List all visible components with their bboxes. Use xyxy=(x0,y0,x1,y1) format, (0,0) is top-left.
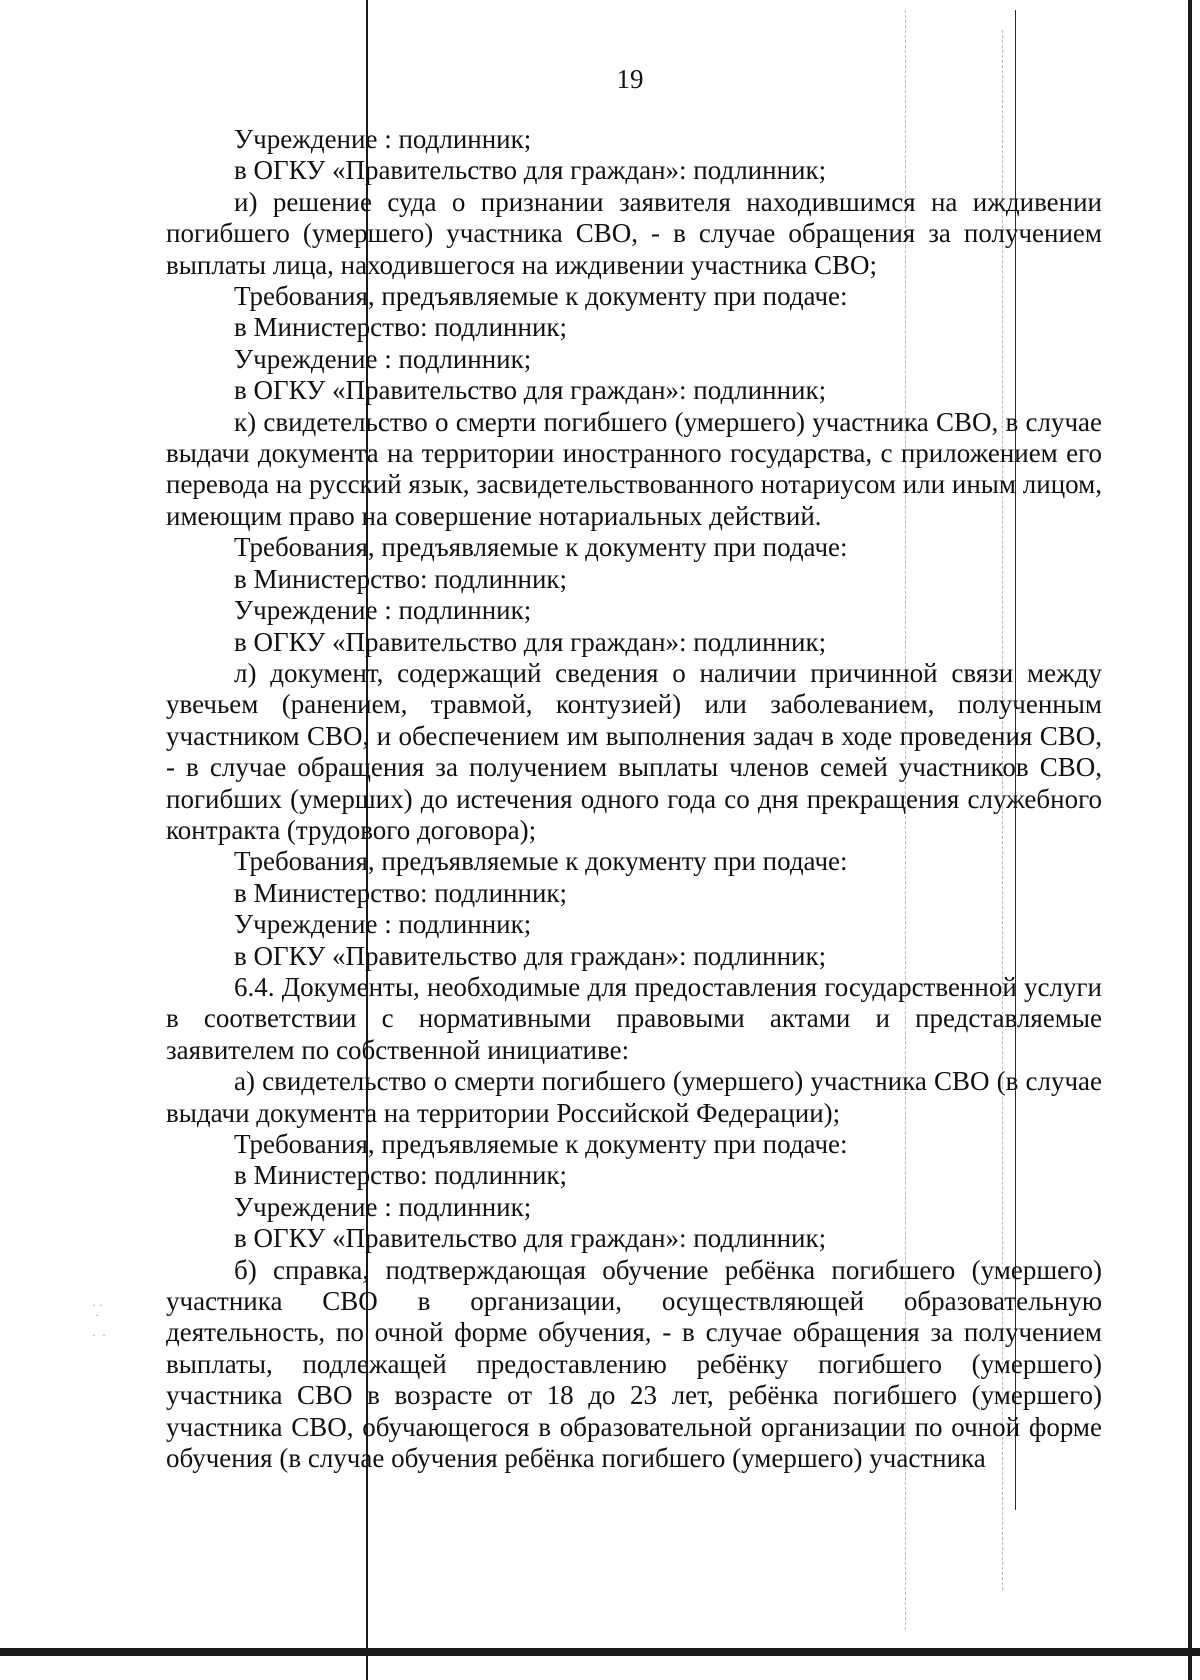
paragraph: Требования, предъявляемые к документу при подаче: xyxy=(234,281,848,312)
paragraph: Учреждение : подлинник; xyxy=(234,909,532,940)
paragraph: к) свидетельство о смерти погибшего (умершего) участника СВО, в случае выдачи документа на территории иностранного государства, с приложением его перевода на русский язык, засвидетельствованного нотариусом или иным лицом, имеющим право на совершение нотариальных действий. xyxy=(166,406,1102,531)
paragraph: Требования, предъявляемые к документу при подаче: xyxy=(234,532,848,563)
paragraph: в Министерство: подлинник; xyxy=(234,1160,568,1191)
margin-specks: · · · · · xyxy=(92,1298,106,1342)
paragraph: и) решение суда о признании заявителя находившимся на иждивении погибшего (умершего) участника СВО, - в случае обращения за получением выплаты лица, находившегося на иждивении участника СВО; xyxy=(166,186,1102,280)
scan-bottom-bar xyxy=(0,1648,1200,1656)
paragraph: Учреждение : подлинник; xyxy=(234,1191,532,1222)
paragraph: Требования, предъявляемые к документу при подаче: xyxy=(234,1129,848,1159)
document-body xyxy=(166,124,1102,1474)
paragraph: 6.4. Документы, необходимые для предоставления государственной услуги в соответствии с нормативными правовыми актами и представляемые заявителем по собственной инициативе: xyxy=(166,971,1102,1065)
paragraph: а) свидетельство о смерти погибшего (умершего) участника СВО (в случае выдачи документа на территории Российской Федерации); xyxy=(166,1066,1102,1128)
paragraph: в Министерство: подлинник; xyxy=(234,877,568,908)
paragraph: в ОГКУ «Правительство для граждан»: подлинник; xyxy=(234,626,827,657)
paragraph: в Министерство: подлинник; xyxy=(234,563,568,594)
paragraph: Требования, предъявляемые к документу при подаче: xyxy=(234,846,848,877)
paragraph: Учреждение : подлинник; xyxy=(234,124,532,154)
paragraph: в ОГКУ «Правительство для граждан»: подлинник; xyxy=(234,940,827,971)
paragraph: Учреждение : подлинник; xyxy=(234,595,532,626)
paragraph: л) документ, содержащий сведения о наличии причинной связи между увечьем (ранением, травмой, контузией) или заболеванием, полученным участником СВО, и обеспечением им выполнения задач в ходе проведения СВО, - в случае обращения за получением выплаты членов семей участников СВО, погибших (умерших) до истечения одного года со дня прекращения служебного контракта (трудового договора); xyxy=(166,657,1102,845)
paragraph: в ОГКУ «Правительство для граждан»: подлинник; xyxy=(234,1223,827,1254)
paragraph: в ОГКУ «Правительство для граждан»: подлинник; xyxy=(234,375,827,406)
page-number: 19 xyxy=(616,64,644,94)
paragraph: в ОГКУ «Правительство для граждан»: подлинник; xyxy=(234,155,827,186)
scan-right-edge xyxy=(1188,0,1192,1680)
paragraph: б) справка, подтверждающая обучение ребёнка погибшего (умершего) участника СВО в организации, осуществляющей образовательную деятельность, по очной форме обучения, - в случае обращения за получением выплаты, подлежащей предоставлению ребёнку погибшего (умершего) участника СВО в возрасте от 18 до 23 лет, ребёнка погибшего (умершего) участника СВО, обучающегося в образовательной организации по очной форме обучения (в случае обучения ребёнка погибшего (умершего) участника xyxy=(166,1254,1102,1474)
paragraph: в Министерство: подлинник; xyxy=(234,312,568,343)
paragraph: Учреждение : подлинник; xyxy=(234,343,532,374)
